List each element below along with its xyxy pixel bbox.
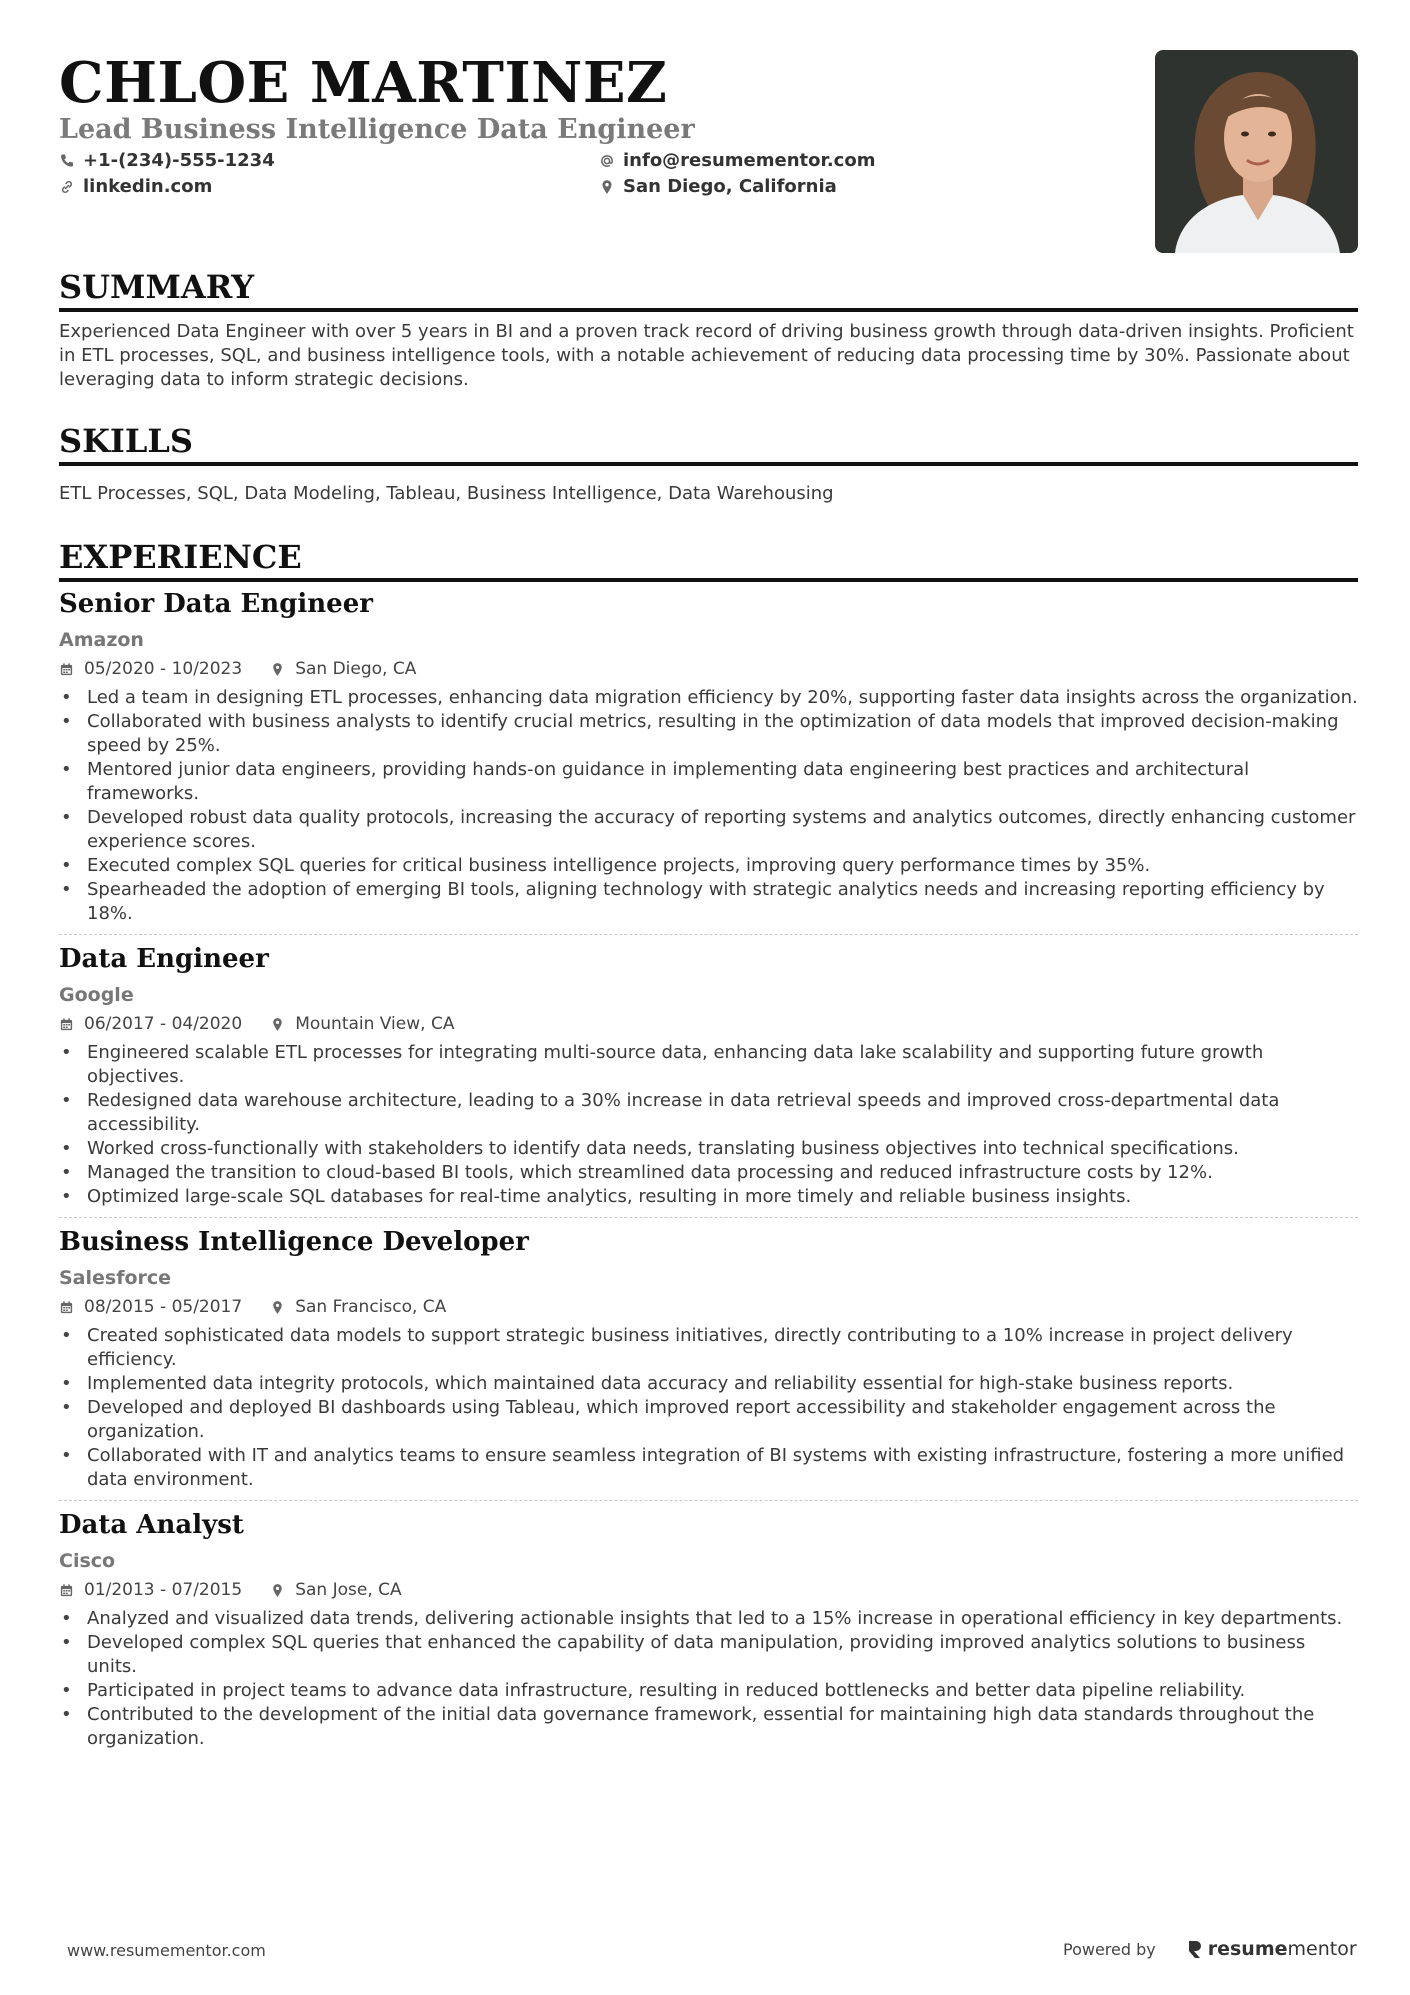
link-icon — [59, 179, 75, 195]
powered-by-text: Powered by — [1063, 1939, 1156, 1959]
list-item: • Developed complex SQL queries that enhanced the capability of data manipulation, providing improved analytics solutions to business units. — [59, 1631, 1358, 1679]
list-item: • Worked cross-functionally with stakeholders to identify data needs, translating business objectives into technical specifications. — [59, 1137, 1358, 1161]
list-item: • Executed complex SQL queries for critical business intelligence projects, improving query performance times by 35%. — [59, 854, 1358, 878]
map-pin-icon — [270, 1017, 285, 1032]
map-pin-icon — [270, 662, 285, 677]
brand-light: mentor — [1287, 1938, 1357, 1960]
calendar-icon — [59, 1017, 74, 1032]
job-entry — [59, 1509, 1358, 1757]
list-item: • Optimized large-scale SQL databases for real-time analytics, resulting in more timely and reliable business insights. — [59, 1185, 1358, 1209]
job-dates-text: 01/2013 - 07/2015 — [84, 1580, 243, 1600]
job-dates-text: 05/2020 - 10/2023 — [84, 659, 243, 679]
list-item: • Analyzed and visualized data trends, delivering actionable insights that led to a 15% increase in operational efficiency in key departments. — [59, 1607, 1358, 1631]
job-divider — [59, 934, 1358, 935]
phone-text: +1-(234)-555-1234 — [83, 150, 275, 171]
calendar-icon — [59, 1300, 74, 1315]
job-title: Data Analyst — [59, 1510, 244, 1540]
map-pin-icon — [599, 179, 615, 195]
job-dates — [59, 1296, 242, 1318]
job-company: Salesforce — [59, 1267, 172, 1289]
job-divider — [59, 1217, 1358, 1218]
job-location — [270, 658, 416, 680]
job-company: Cisco — [59, 1550, 116, 1572]
list-item: • Led a team in designing ETL processes, enhancing data migration efficiency by 20%, supporting faster data insights across the organization. — [59, 686, 1358, 710]
contact-phone — [59, 150, 599, 172]
job-meta — [59, 1013, 1358, 1035]
list-item: • Managed the transition to cloud-based BI tools, which streamlined data processing and reduced infrastructure costs by 12%. — [59, 1161, 1358, 1185]
candidate-title: Lead Business Intelligence Data Engineer — [59, 114, 695, 145]
list-item: • Developed and deployed BI dashboards using Tableau, which improved report accessibility and stakeholder engagement across the organization. — [59, 1396, 1358, 1444]
experience-section — [59, 538, 1358, 1757]
job-entry — [59, 1226, 1358, 1498]
list-item: • Collaborated with IT and analytics teams to ensure seamless integration of BI systems with existing infrastructure, fostering a more unified data environment. — [59, 1444, 1358, 1492]
resume-page — [59, 52, 1358, 1757]
location-text: San Diego, California — [623, 176, 837, 197]
at-icon — [599, 153, 615, 169]
experience-heading: EXPERIENCE — [59, 538, 1358, 582]
summary-section — [59, 268, 1358, 392]
calendar-icon — [59, 1583, 74, 1598]
profile-photo — [1155, 50, 1358, 253]
job-company: Google — [59, 984, 134, 1006]
footer-branding — [1063, 1938, 1357, 1960]
brand-bold: resume — [1207, 1938, 1288, 1960]
phone-icon — [59, 153, 75, 169]
job-meta — [59, 1579, 1358, 1601]
list-item: • Created sophisticated data models to support strategic business initiatives, directly contributing to a 10% increase in project delivery efficiency. — [59, 1324, 1358, 1372]
job-bullets — [59, 1607, 1358, 1751]
summary-heading: SUMMARY — [59, 268, 1358, 312]
job-list — [59, 588, 1358, 1757]
list-item: • Implemented data integrity protocols, which maintained data accuracy and reliability essential for high-stake business reports. — [59, 1372, 1358, 1396]
skills-section — [59, 422, 1358, 506]
candidate-name: CHLOE MARTINEZ — [59, 50, 668, 116]
list-item: • Developed robust data quality protocols, increasing the accuracy of reporting systems and analytics outcomes, directly enhancing customer experience scores. — [59, 806, 1358, 854]
calendar-icon — [59, 662, 74, 677]
map-pin-icon — [270, 1583, 285, 1598]
profile-portrait — [1155, 50, 1358, 253]
job-location-text: San Jose, CA — [295, 1580, 402, 1600]
list-item: • Collaborated with business analysts to identify crucial metrics, resulting in the optimization of data models that improved decision-making speed by 25%. — [59, 710, 1358, 758]
job-bullets — [59, 686, 1358, 926]
skills-text: ETL Processes, SQL, Data Modeling, Tableau, Business Intelligence, Data Warehousing — [59, 483, 834, 504]
list-item: • Participated in project teams to advance data infrastructure, resulting in reduced bottlenecks and better data pipeline reliability. — [59, 1679, 1358, 1703]
list-item: • Engineered scalable ETL processes for integrating multi-source data, enhancing data lake scalability and supporting future growth objectives. — [59, 1041, 1358, 1089]
summary-text: Experienced Data Engineer with over 5 years in BI and a proven track record of driving business growth through data-driven insights. Proficient in ETL processes, SQL, and business intelligence tools, with a notable achievement of reducing data processing time by 30%. Passionate about leveraging data to inform strategic decisions. — [59, 321, 1354, 390]
job-location-text: Mountain View, CA — [295, 1014, 455, 1034]
job-location — [270, 1013, 454, 1035]
job-title: Business Intelligence Developer — [59, 1227, 529, 1257]
linkedin-text: linkedin.com — [83, 176, 213, 197]
email-text: info@resumementor.com — [623, 150, 876, 171]
job-title: Data Engineer — [59, 944, 269, 974]
contact-location — [599, 176, 999, 198]
job-location-text: San Diego, CA — [295, 659, 417, 679]
footer-website[interactable]: www.resumementor.com — [67, 1941, 266, 1960]
list-item: • Mentored junior data engineers, providing hands-on guidance in implementing data engineering best practices and architectural frameworks. — [59, 758, 1358, 806]
contact-email[interactable] — [599, 150, 999, 172]
job-location — [270, 1579, 401, 1601]
job-entry — [59, 588, 1358, 932]
job-entry — [59, 943, 1358, 1215]
job-location — [270, 1296, 446, 1318]
job-location-text: San Francisco, CA — [295, 1297, 447, 1317]
job-dates — [59, 1013, 242, 1035]
contact-linkedin[interactable] — [59, 176, 599, 198]
map-pin-icon — [270, 1300, 285, 1315]
job-meta — [59, 1296, 1358, 1318]
job-dates-text: 08/2015 - 05/2017 — [84, 1297, 243, 1317]
skills-heading: SKILLS — [59, 422, 1358, 466]
job-bullets — [59, 1324, 1358, 1492]
job-bullets — [59, 1041, 1358, 1209]
brand-logo[interactable] — [1186, 1938, 1357, 1960]
job-company: Amazon — [59, 629, 144, 651]
resumementor-logo-icon — [1186, 1939, 1204, 1959]
job-dates — [59, 658, 242, 680]
job-dates-text: 06/2017 - 04/2020 — [84, 1014, 243, 1034]
job-title: Senior Data Engineer — [59, 589, 373, 619]
job-divider — [59, 1500, 1358, 1501]
list-item: • Spearheaded the adoption of emerging BI tools, aligning technology with strategic analytics needs and increasing reporting efficiency by 18%. — [59, 878, 1358, 926]
job-dates — [59, 1579, 242, 1601]
list-item: • Redesigned data warehouse architecture, leading to a 30% increase in data retrieval speeds and improved cross-departmental data accessibility. — [59, 1089, 1358, 1137]
list-item: • Contributed to the development of the initial data governance framework, essential for maintaining high data standards throughout the organization. — [59, 1703, 1358, 1751]
job-meta — [59, 658, 1358, 680]
